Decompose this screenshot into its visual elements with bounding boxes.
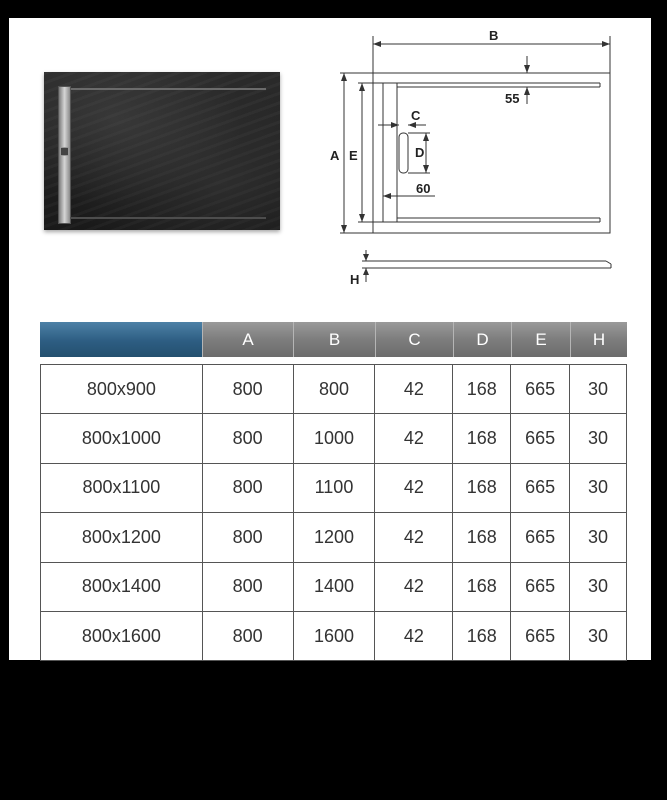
- cell-h: 30: [570, 563, 627, 612]
- cell-c: 42: [375, 464, 453, 513]
- cell-e: 665: [511, 612, 570, 661]
- label-c: C: [411, 108, 421, 123]
- cell-a: 800: [203, 563, 294, 612]
- label-d: D: [415, 145, 425, 160]
- cell-b: 1600: [294, 612, 376, 661]
- cell-e: 665: [511, 563, 570, 612]
- label-e: E: [349, 148, 358, 163]
- table-row: [41, 464, 627, 513]
- cell-size: 800x900: [41, 365, 203, 414]
- cell-e: 665: [511, 414, 570, 463]
- cell-size: 800x1400: [41, 563, 203, 612]
- cell-size: 800x1000: [41, 414, 203, 463]
- table-row: [41, 612, 627, 661]
- column-header-b: B: [293, 322, 375, 357]
- column-header-c: C: [375, 322, 453, 357]
- column-header-a: A: [202, 322, 293, 357]
- table-row: [41, 513, 627, 562]
- cell-size: 800x1100: [41, 464, 203, 513]
- cell-a: 800: [203, 612, 294, 661]
- cell-e: 665: [511, 464, 570, 513]
- table-row: [41, 365, 627, 414]
- cell-c: 42: [375, 612, 453, 661]
- cell-d: 168: [453, 612, 511, 661]
- table-header: [40, 322, 627, 357]
- cell-size: 800x1200: [41, 513, 203, 562]
- cell-d: 168: [453, 563, 511, 612]
- table-row: [41, 563, 627, 612]
- cell-h: 30: [570, 612, 627, 661]
- label-fifty-five: 55: [505, 91, 520, 106]
- cell-c: 42: [375, 414, 453, 463]
- table-header-corner: [40, 322, 202, 357]
- cell-d: 168: [453, 464, 511, 513]
- column-header-d: D: [453, 322, 511, 357]
- table-row: [41, 414, 627, 463]
- cell-d: 168: [453, 365, 511, 414]
- cell-a: 800: [203, 513, 294, 562]
- dimension-diagram: [0, 0, 667, 300]
- drain-slot-outline: [399, 133, 408, 173]
- label-a: A: [330, 148, 340, 163]
- cell-b: 1400: [294, 563, 376, 612]
- cell-b: 800: [294, 365, 376, 414]
- cell-c: 42: [375, 513, 453, 562]
- cell-e: 665: [511, 513, 570, 562]
- cell-b: 1200: [294, 513, 376, 562]
- cell-h: 30: [570, 464, 627, 513]
- cell-b: 1000: [294, 414, 376, 463]
- dimensions-table: [40, 364, 627, 661]
- cell-a: 800: [203, 414, 294, 463]
- label-h: H: [350, 272, 360, 287]
- cell-c: 42: [375, 563, 453, 612]
- cell-a: 800: [203, 365, 294, 414]
- tray-outline: [373, 73, 610, 233]
- cell-h: 30: [570, 365, 627, 414]
- cell-size: 800x1600: [41, 612, 203, 661]
- column-header-h: H: [570, 322, 627, 357]
- cell-d: 168: [453, 414, 511, 463]
- label-sixty: 60: [416, 181, 431, 196]
- cell-d: 168: [453, 513, 511, 562]
- cell-h: 30: [570, 513, 627, 562]
- cell-e: 665: [511, 365, 570, 414]
- cell-b: 1100: [294, 464, 376, 513]
- cell-h: 30: [570, 414, 627, 463]
- column-header-e: E: [511, 322, 570, 357]
- cell-c: 42: [375, 365, 453, 414]
- cell-a: 800: [203, 464, 294, 513]
- label-b: B: [489, 28, 499, 43]
